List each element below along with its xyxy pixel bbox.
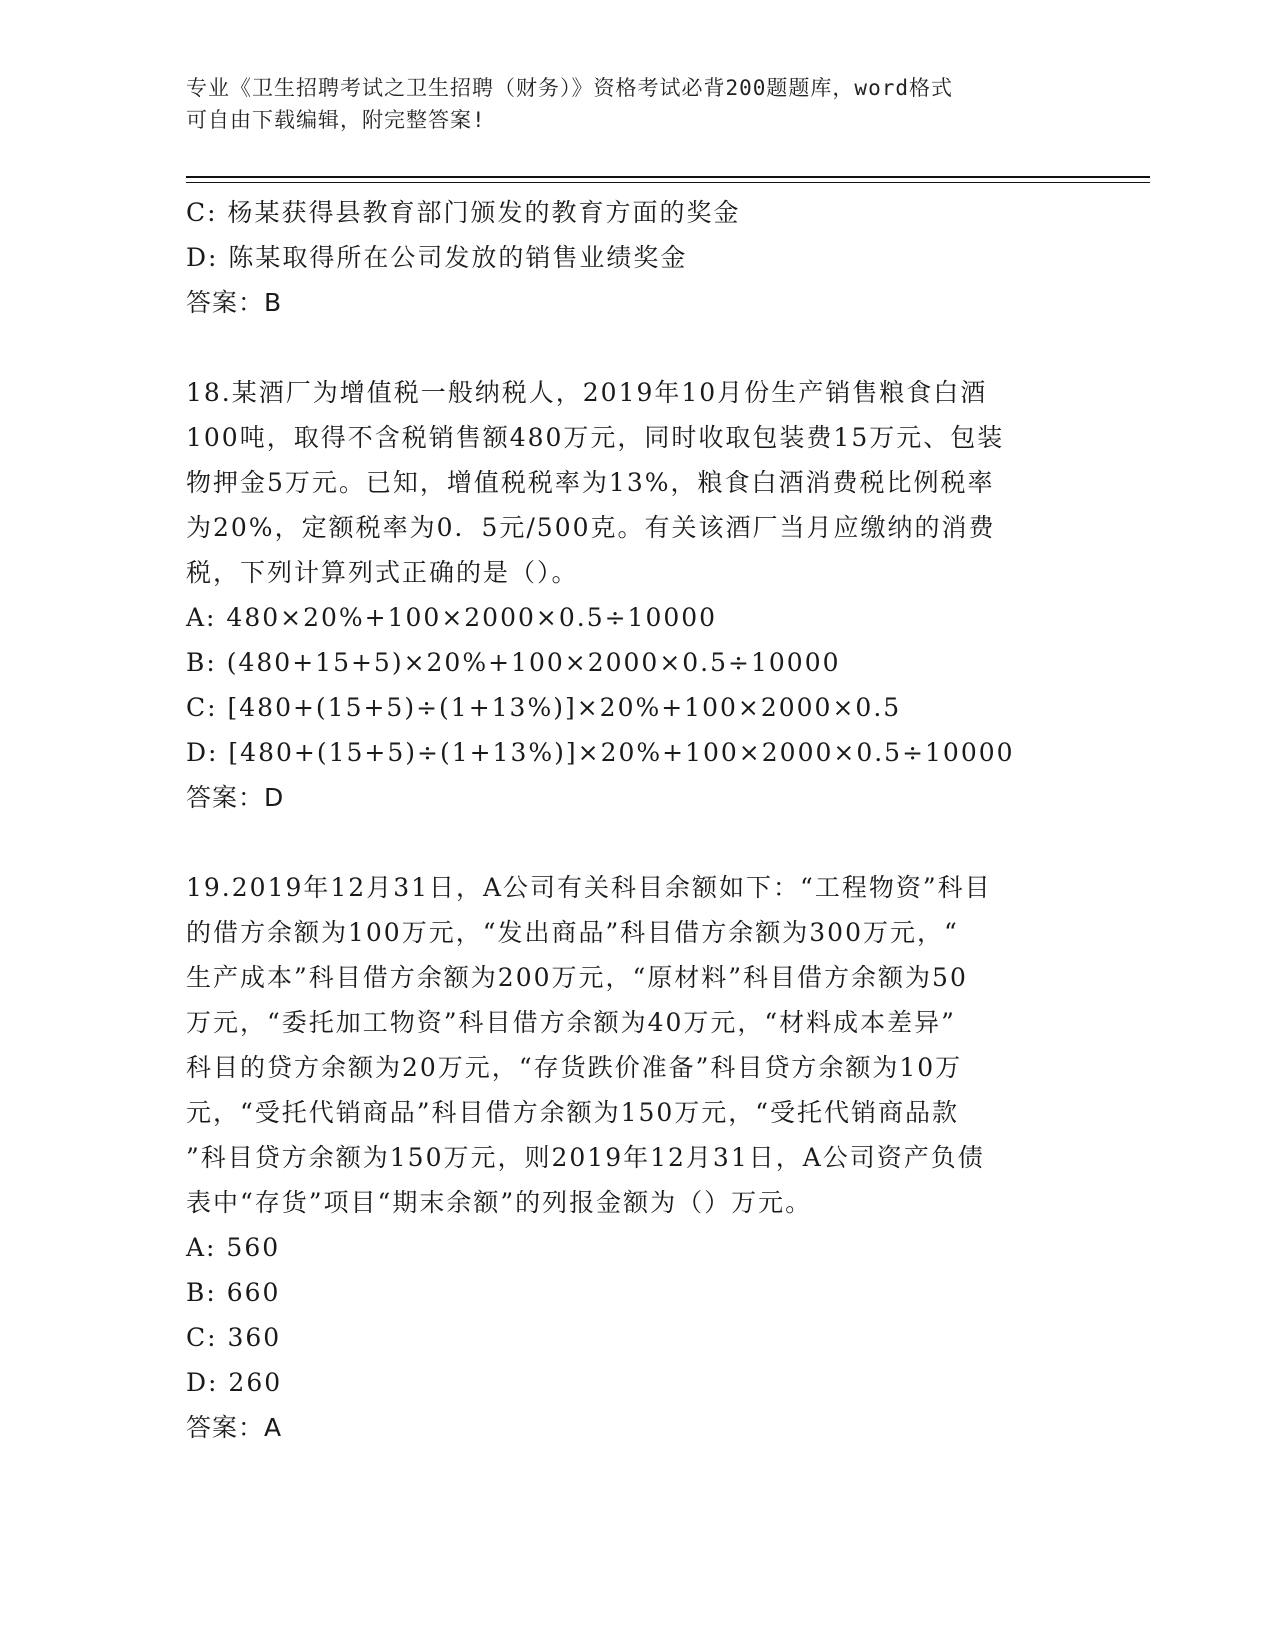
option-b: B: (480+15+5)×20%+100×2000×0.5÷10000 <box>186 648 841 677</box>
question-19-block <box>186 865 1086 1450</box>
option-d: D: 陈某取得所在公司发放的销售业绩奖金 <box>186 243 688 272</box>
question-stem-line: 生产成本”科目借方余额为200万元，“原材料”科目借方余额为50 <box>186 963 968 992</box>
question-stem-line: 的借方余额为100万元，“发出商品”科目借方余额为300万元，“ <box>186 918 959 947</box>
document-body <box>186 190 1086 1450</box>
option-c: C: 杨某获得县教育部门颁发的教育方面的奖金 <box>186 198 741 227</box>
question-stem-line: 19.2019年12月31日，A公司有关科目余额如下：“工程物资”科目 <box>186 873 992 902</box>
option-c: C: 360 <box>186 1323 282 1352</box>
answer: 答案：D <box>186 783 285 812</box>
question-stem-line: 表中“存货”项目“期末余额”的列报金额为（）万元。 <box>186 1188 813 1217</box>
document-header <box>186 72 1086 136</box>
header-rule-thick <box>186 176 1150 178</box>
header-title-line-1: 专业《卫生招聘考试之卫生招聘（财务）》资格考试必背200题题库，word格式 <box>186 76 953 100</box>
option-d: D: 260 <box>186 1368 283 1397</box>
question-18-block <box>186 370 1086 820</box>
question-stem-line: ”科目贷方余额为150万元，则2019年12月31日，A公司资产负债 <box>186 1143 985 1172</box>
question-stem-line: 万元，“委托加工物资”科目借方余额为40万元，“材料成本差异” <box>186 1008 956 1037</box>
answer: 答案：A <box>186 1413 283 1442</box>
question-stem-line: 18.某酒厂为增值税一般纳税人，2019年10月份生产销售粮食白酒 <box>186 378 988 407</box>
question-stem-line: 物押金5万元。已知，增值税税率为13%，粮食白酒消费税比例税率 <box>186 468 995 497</box>
prev-question-block <box>186 190 1086 325</box>
option-d: D: [480+(15+5)÷(1+13%)]×20%+100×2000×0.5÷10000 <box>186 738 1015 767</box>
option-a: A: 480×20%+100×2000×0.5÷10000 <box>186 603 718 632</box>
question-stem-line: 100吨，取得不含税销售额480万元，同时收取包装费15万元、包装 <box>186 423 1005 452</box>
answer: 答案：B <box>186 288 283 317</box>
question-stem-line: 税，下列计算列式正确的是（）。 <box>186 558 579 587</box>
option-b: B: 660 <box>186 1278 281 1307</box>
question-stem-line: 科目的贷方余额为20万元，“存货跌价准备”科目贷方余额为10万 <box>186 1053 963 1082</box>
option-c: C: [480+(15+5)÷(1+13%)]×20%+100×2000×0.5 <box>186 693 902 722</box>
header-rule-thin <box>186 182 1150 183</box>
question-stem-line: 为20%，定额税率为0．5元/500克。有关该酒厂当月应缴纳的消费 <box>186 513 996 542</box>
header-title-line-2: 可自由下载编辑，附完整答案! <box>186 108 486 132</box>
option-a: A: 560 <box>186 1233 281 1262</box>
question-stem-line: 元，“受托代销商品”科目借方余额为150万元，“受托代销商品款 <box>186 1098 960 1127</box>
